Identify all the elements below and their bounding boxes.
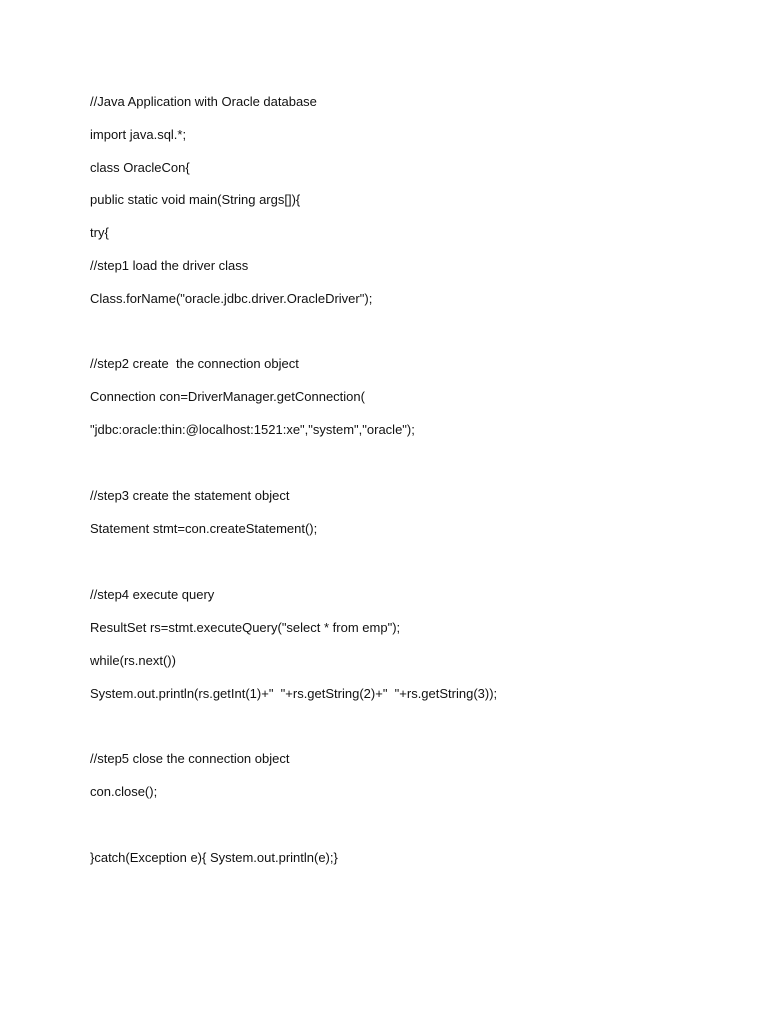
code-line: try{ xyxy=(90,225,109,240)
code-line: public static void main(String args[]){ xyxy=(90,192,301,207)
code-line: con.close(); xyxy=(90,784,158,799)
code-line: }catch(Exception e){ System.out.println(e);} xyxy=(90,850,338,865)
code-line: Connection con=DriverManager.getConnection( xyxy=(90,389,365,404)
code-line: "jdbc:oracle:thin:@localhost:1521:xe","system","oracle"); xyxy=(90,422,415,437)
code-line: //step1 load the driver class xyxy=(90,258,249,273)
code-line: while(rs.next()) xyxy=(90,653,176,668)
code-line: Statement stmt=con.createStatement(); xyxy=(90,521,318,536)
code-line: ResultSet rs=stmt.executeQuery("select * from emp"); xyxy=(90,620,401,635)
code-line: //step2 create the connection object xyxy=(90,356,299,371)
code-line: //step3 create the statement object xyxy=(90,488,290,503)
code-line: //step5 close the connection object xyxy=(90,751,290,766)
code-line: System.out.println(rs.getInt(1)+" "+rs.getString(2)+" "+rs.getString(3)); xyxy=(90,686,498,701)
code-line: class OracleCon{ xyxy=(90,160,190,175)
code-line: //step4 execute query xyxy=(90,587,215,602)
code-line: import java.sql.*; xyxy=(90,127,187,142)
code-line: Class.forName("oracle.jdbc.driver.OracleDriver"); xyxy=(90,291,373,306)
code-line: //Java Application with Oracle database xyxy=(90,94,317,109)
